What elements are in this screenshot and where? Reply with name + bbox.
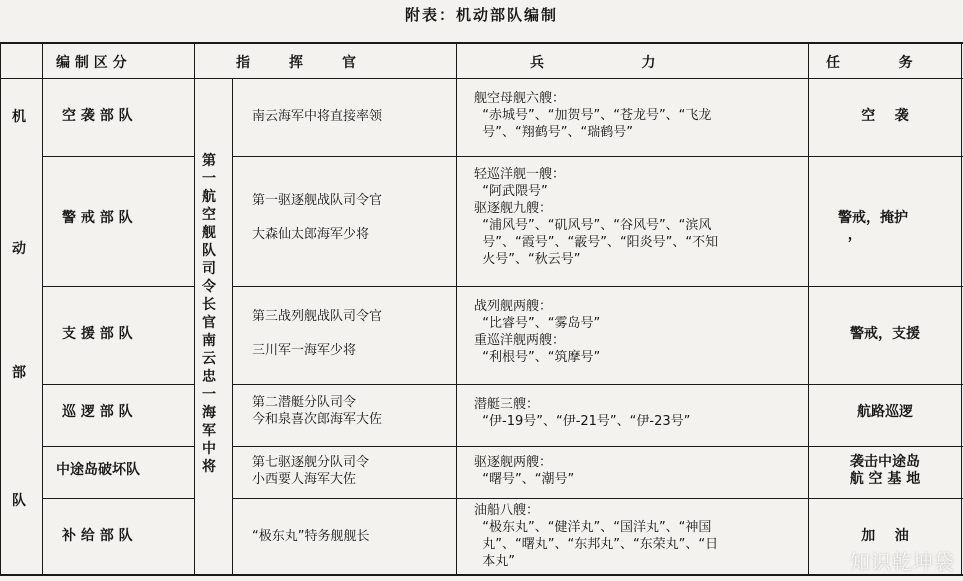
- organization-table: [0, 42, 963, 576]
- commander-name: 第三战列舰战队司令官 三川军一海军少将: [252, 309, 383, 358]
- org-name: 警 戒 部 队: [62, 210, 133, 226]
- table-top-border: [0, 42, 963, 44]
- org-name: 补 给 部 队: [62, 528, 133, 544]
- col-divider: [232, 78, 233, 576]
- side-label-char: 机: [12, 109, 26, 125]
- force-detail: 油船八艘： “极东丸”、“健洋丸”、“国洋丸”、“神国 丸”、“曙丸”、“东邦丸”、“东荣丸”、“日 本丸”: [474, 503, 719, 569]
- commander-name: 南云海军中将直接率领: [252, 109, 383, 124]
- row-divider: [42, 498, 194, 499]
- force-detail: 战列舰两艘： “比睿号”、“雾岛号” 重巡洋舰两艘： “利根号”、“筑摩号”: [474, 299, 601, 365]
- task-label: 警戒，掩护 ，: [838, 210, 908, 243]
- header-org: 编 制 区 分: [56, 55, 127, 71]
- col-divider: [456, 42, 457, 576]
- force-detail: 舰空母舰六艘： “赤城号”、“加贺号”、“苍龙号”、“飞龙 号”、“翔鹤号”、“瑞鹤号”: [474, 91, 712, 140]
- header-commander: 指 挥 官: [236, 55, 356, 71]
- task-label: 警戒，支援: [850, 326, 920, 342]
- commander-name: 第二潜艇分队司令 今和泉喜次郎海军大佐: [252, 395, 383, 427]
- supreme-commander: 第一航空舰队司令长官 南云忠一海军中将: [202, 153, 216, 475]
- side-label-char: 部: [12, 365, 26, 381]
- task-label: 加 油: [861, 528, 909, 544]
- org-name: 巡 逻 部 队: [62, 404, 133, 420]
- row-divider: [232, 384, 963, 385]
- side-label-char: 队: [12, 493, 26, 509]
- commander-name: 第七驱逐舰分队司令 小西要人海军大佐: [252, 455, 370, 487]
- watermark: 知识乾坤袋: [850, 550, 955, 574]
- row-divider: [42, 286, 194, 287]
- row-divider: [232, 156, 963, 157]
- row-divider: [42, 384, 194, 385]
- page-title: 附表：机动部队编制: [404, 6, 558, 24]
- row-divider: [42, 446, 194, 447]
- org-name: 支 援 部 队: [62, 326, 133, 342]
- header-bottom-border: [0, 78, 963, 79]
- force-detail: 轻巡洋舰一艘： “阿武隈号” 驱逐舰九艘： “浦风号”、“矶风号”、“谷风号”、“滨风 号”、“霞号”、“霰号”、“阳炎号”、“不知 火号”、“秋云号”: [474, 167, 719, 267]
- org-name: 中途岛破坏队: [56, 462, 140, 478]
- force-detail: 潜艇三艘： “伊-19号”、“伊-21号”、“伊-23号”: [474, 397, 691, 429]
- row-divider: [232, 446, 963, 447]
- table-left-border: [0, 42, 1, 576]
- row-divider: [42, 156, 194, 157]
- force-detail: 驱逐舰两艘： “曙号”、“潮号”: [474, 455, 575, 487]
- col-divider: [42, 42, 43, 576]
- header-force: 兵 力: [530, 55, 656, 71]
- org-name: 空 袭 部 队: [62, 108, 133, 124]
- header-task: 任 务: [826, 55, 913, 71]
- table-right-border: [961, 42, 962, 576]
- side-label-char: 动: [12, 241, 26, 257]
- commander-name: 第一驱逐舰战队司令官 大森仙太郎海军少将: [252, 193, 383, 242]
- task-label: 空 袭: [861, 108, 909, 124]
- table-bottom-border: [0, 574, 963, 576]
- task-label: 袭击中途岛 航 空 基 地: [849, 454, 921, 487]
- row-divider: [232, 498, 963, 499]
- row-divider: [232, 286, 963, 287]
- commander-name: “极东丸”特务舰舰长: [252, 529, 370, 544]
- task-label: 航路巡逻: [857, 404, 913, 420]
